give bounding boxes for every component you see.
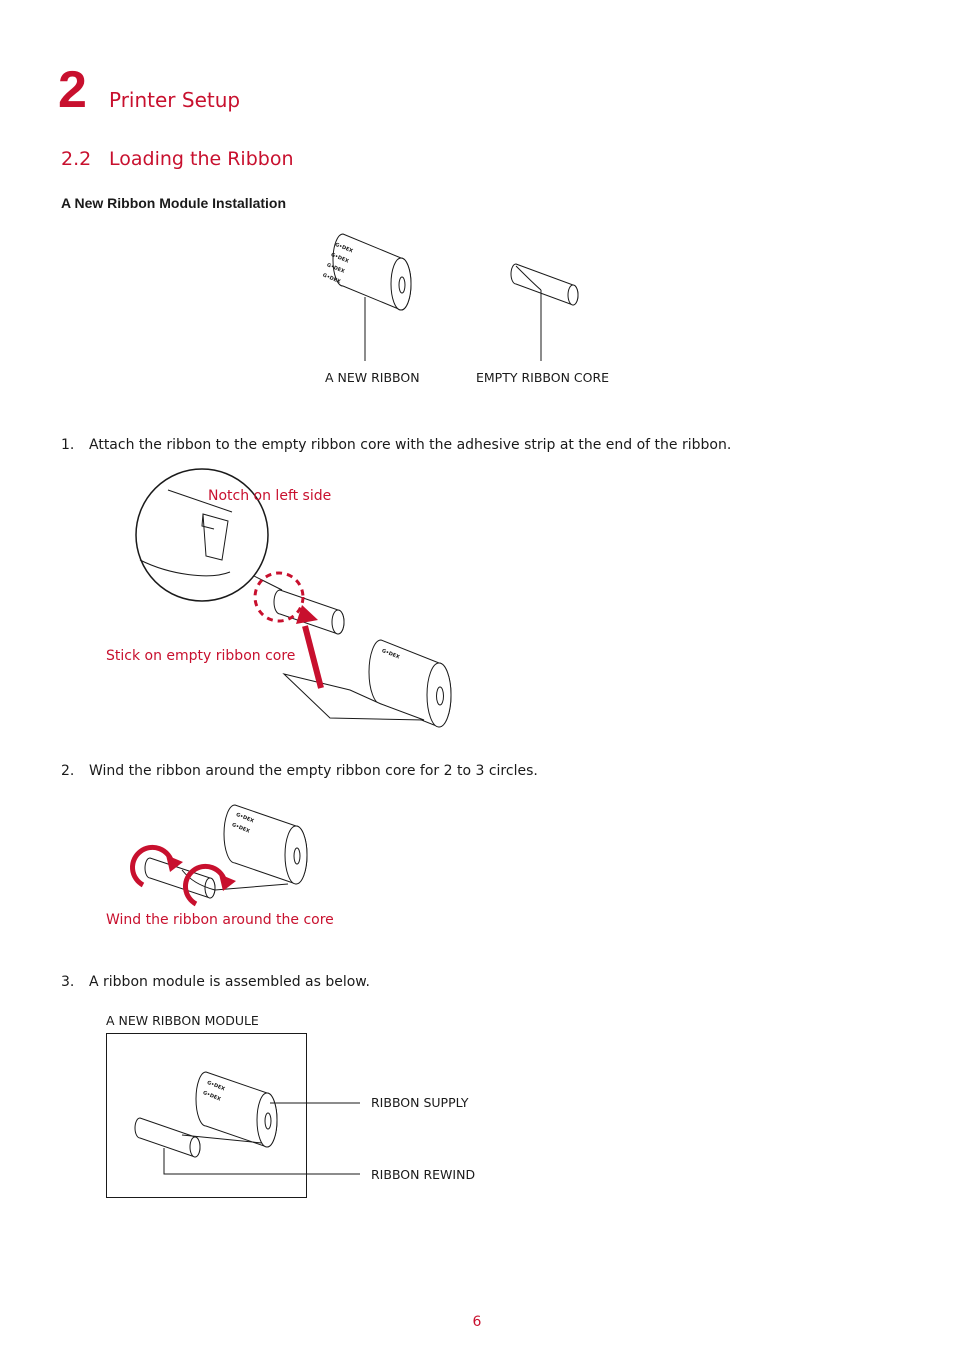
brand-mark-4: G•DEX G•DEX bbox=[201, 1079, 226, 1103]
label-empty-ribbon-core: EMPTY RIBBON CORE bbox=[476, 370, 610, 385]
brand-mark-2: G•DEX bbox=[380, 648, 401, 661]
step-1-number: 1. bbox=[61, 437, 75, 453]
brand-mark-3: G•DEX G•DEX bbox=[230, 811, 255, 835]
step-3-text: A ribbon module is assembled as below. bbox=[89, 974, 370, 990]
section-number: 2.2 bbox=[61, 148, 92, 170]
figure4-title: A NEW RIBBON MODULE bbox=[106, 1013, 259, 1028]
page-number: 6 bbox=[472, 1314, 482, 1330]
label-ribbon-supply: RIBBON SUPPLY bbox=[371, 1095, 469, 1110]
subheading: A New Ribbon Module Installation bbox=[61, 195, 287, 211]
section-title: Loading the Ribbon bbox=[109, 148, 294, 170]
chapter-number: 2 bbox=[58, 61, 87, 119]
label-new-ribbon: A NEW RIBBON bbox=[325, 370, 420, 385]
callout-stick: Stick on empty ribbon core bbox=[106, 648, 296, 664]
step-3-number: 3. bbox=[61, 974, 75, 990]
callout-wind: Wind the ribbon around the core bbox=[106, 912, 334, 928]
label-ribbon-rewind: RIBBON REWIND bbox=[371, 1167, 476, 1182]
step-1-text: Attach the ribbon to the empty ribbon core with the adhesive strip at the end of the ribbon. bbox=[89, 437, 732, 453]
step-2-number: 2. bbox=[61, 763, 75, 779]
step-2-text: Wind the ribbon around the empty ribbon core for 2 to 3 circles. bbox=[89, 763, 538, 779]
chapter-title: Printer Setup bbox=[109, 88, 241, 112]
brand-mark-pattern: G•DEX G•DEX G•DEX G•DEX bbox=[321, 241, 354, 286]
callout-notch: Notch on left side bbox=[208, 488, 332, 504]
